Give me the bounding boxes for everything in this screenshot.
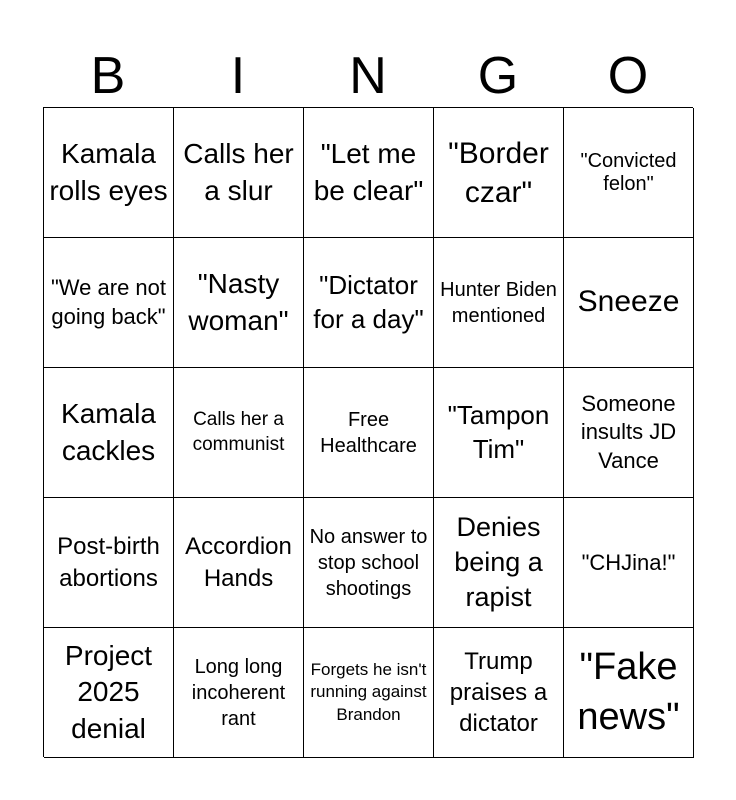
bingo-cell[interactable] (564, 498, 694, 628)
bingo-cell[interactable] (434, 368, 564, 498)
cell-text: No answer to stop school shootings (309, 525, 428, 600)
cell-text: "Let me be clear" (313, 138, 424, 206)
bingo-cell[interactable] (174, 368, 304, 498)
bingo-cell[interactable] (174, 628, 304, 758)
cell-text: Hunter Biden mentioned (440, 278, 557, 327)
bingo-cell[interactable] (44, 108, 174, 238)
bingo-cell[interactable] (434, 108, 564, 238)
cell-text: Someone insults JD Vance (580, 390, 677, 473)
header-letter-b: B (90, 47, 126, 105)
bingo-cell[interactable] (434, 628, 564, 758)
bingo-cell[interactable] (44, 368, 174, 498)
cell-text: Calls her a communist (192, 408, 285, 455)
cell-text: "Border czar" (448, 136, 549, 209)
cell-text: Free Healthcare (320, 408, 417, 457)
bingo-cell[interactable] (304, 108, 434, 238)
cell-text: Kamala cackles (61, 398, 156, 466)
bingo-cell[interactable] (304, 368, 434, 498)
cell-text: Calls her a slur (183, 138, 294, 206)
cell-text: Sneeze (577, 285, 680, 319)
cell-text: Project 2025 denial (64, 639, 153, 744)
cell-text: "We are not going back" (50, 274, 167, 329)
cell-text: Post-birth abortions (57, 533, 160, 592)
cell-text: "CHJina!" (581, 549, 676, 575)
cell-text: "Nasty woman" (188, 268, 289, 336)
cell-text: Long long incoherent rant (191, 655, 286, 730)
cell-text: Forgets he isn't running against Brandon (310, 660, 427, 724)
bingo-cell[interactable] (304, 628, 434, 758)
cell-text: Denies being a rapist (454, 511, 543, 613)
cell-text: "Dictator for a day" (313, 269, 424, 334)
bingo-cell[interactable] (434, 238, 564, 368)
cell-text: "Convicted felon" (580, 149, 677, 195)
cell-text: Kamala rolls eyes (49, 138, 168, 206)
bingo-cell[interactable] (44, 238, 174, 368)
bingo-grid (43, 107, 693, 757)
bingo-cell[interactable] (174, 498, 304, 628)
bingo-cell[interactable] (564, 628, 694, 758)
bingo-cell[interactable] (44, 498, 174, 628)
cell-text: "Tampon Tim" (447, 399, 550, 464)
header-letter-n: N (349, 47, 387, 105)
bingo-header (43, 46, 693, 106)
bingo-cell[interactable] (304, 238, 434, 368)
bingo-cell[interactable] (174, 238, 304, 368)
bingo-cell[interactable] (174, 108, 304, 238)
cell-text: Accordion Hands (185, 533, 292, 592)
header-letter-g: G (477, 47, 519, 105)
bingo-cell[interactable] (44, 628, 174, 758)
cell-text: "Fake news" (577, 646, 680, 738)
cell-text: Trump praises a dictator (449, 647, 548, 738)
header-letter-i: I (230, 47, 246, 105)
header-letter-o: O (607, 47, 649, 105)
bingo-cell[interactable] (434, 498, 564, 628)
bingo-cell[interactable] (564, 238, 694, 368)
bingo-cell[interactable] (564, 368, 694, 498)
bingo-cell[interactable] (564, 108, 694, 238)
bingo-cell[interactable] (304, 498, 434, 628)
